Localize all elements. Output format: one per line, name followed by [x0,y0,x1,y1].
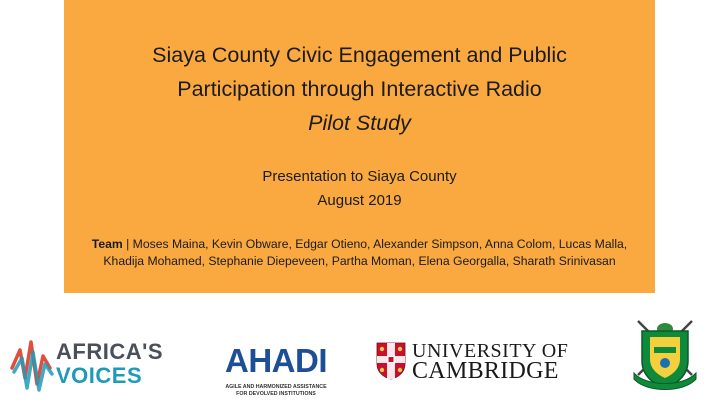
africas-voices-line-2: VOICES [56,363,143,388]
title-line-2: Participation through Interactive Radio [177,77,542,101]
team-members: | Moses Maina, Kevin Obware, Edgar Otieno, Alexander Simpson, Anna Colom, Lucas Malla, Khadija Mohamed, Stephanie Diepeveen, Partha Moman, Elena Georgalla, Sharath Srinivasan [103,237,628,268]
ahadi-tagline [216,384,336,397]
waveform-icon [10,338,54,394]
africas-voices-wordmark [56,340,163,388]
slide-subtitle [64,165,655,213]
cambridge-logo [376,340,581,384]
subtitle-line-2: August 2019 [317,192,402,209]
cambridge-line-2: CAMBRIDGE [412,358,559,384]
ahadi-logo [216,342,336,397]
title-line-1: Siaya County Civic Engagement and Public [152,43,567,67]
team-credits [86,236,633,269]
title-line-3: Pilot Study [308,111,411,135]
cambridge-line-1: UNIVERSITY OF [412,340,569,362]
africas-voices-logo [10,338,185,394]
title-banner [64,0,655,293]
cambridge-shield-icon [376,342,406,380]
ahadi-tagline-line-1: AGILE AND HARMONIZED ASSISTANCE [225,384,327,390]
county-seal-logo [626,313,704,397]
subtitle-line-1: Presentation to Siaya County [262,168,457,185]
slide-title [64,38,655,140]
africas-voices-line-1: AFRICA'S [56,339,164,364]
ahadi-wordmark: AHADI [225,342,327,379]
county-seal-icon [626,313,704,397]
team-label: Team [91,237,123,251]
ahadi-tagline-line-2: FOR DEVOLVED INSTITUTIONS [236,390,316,397]
